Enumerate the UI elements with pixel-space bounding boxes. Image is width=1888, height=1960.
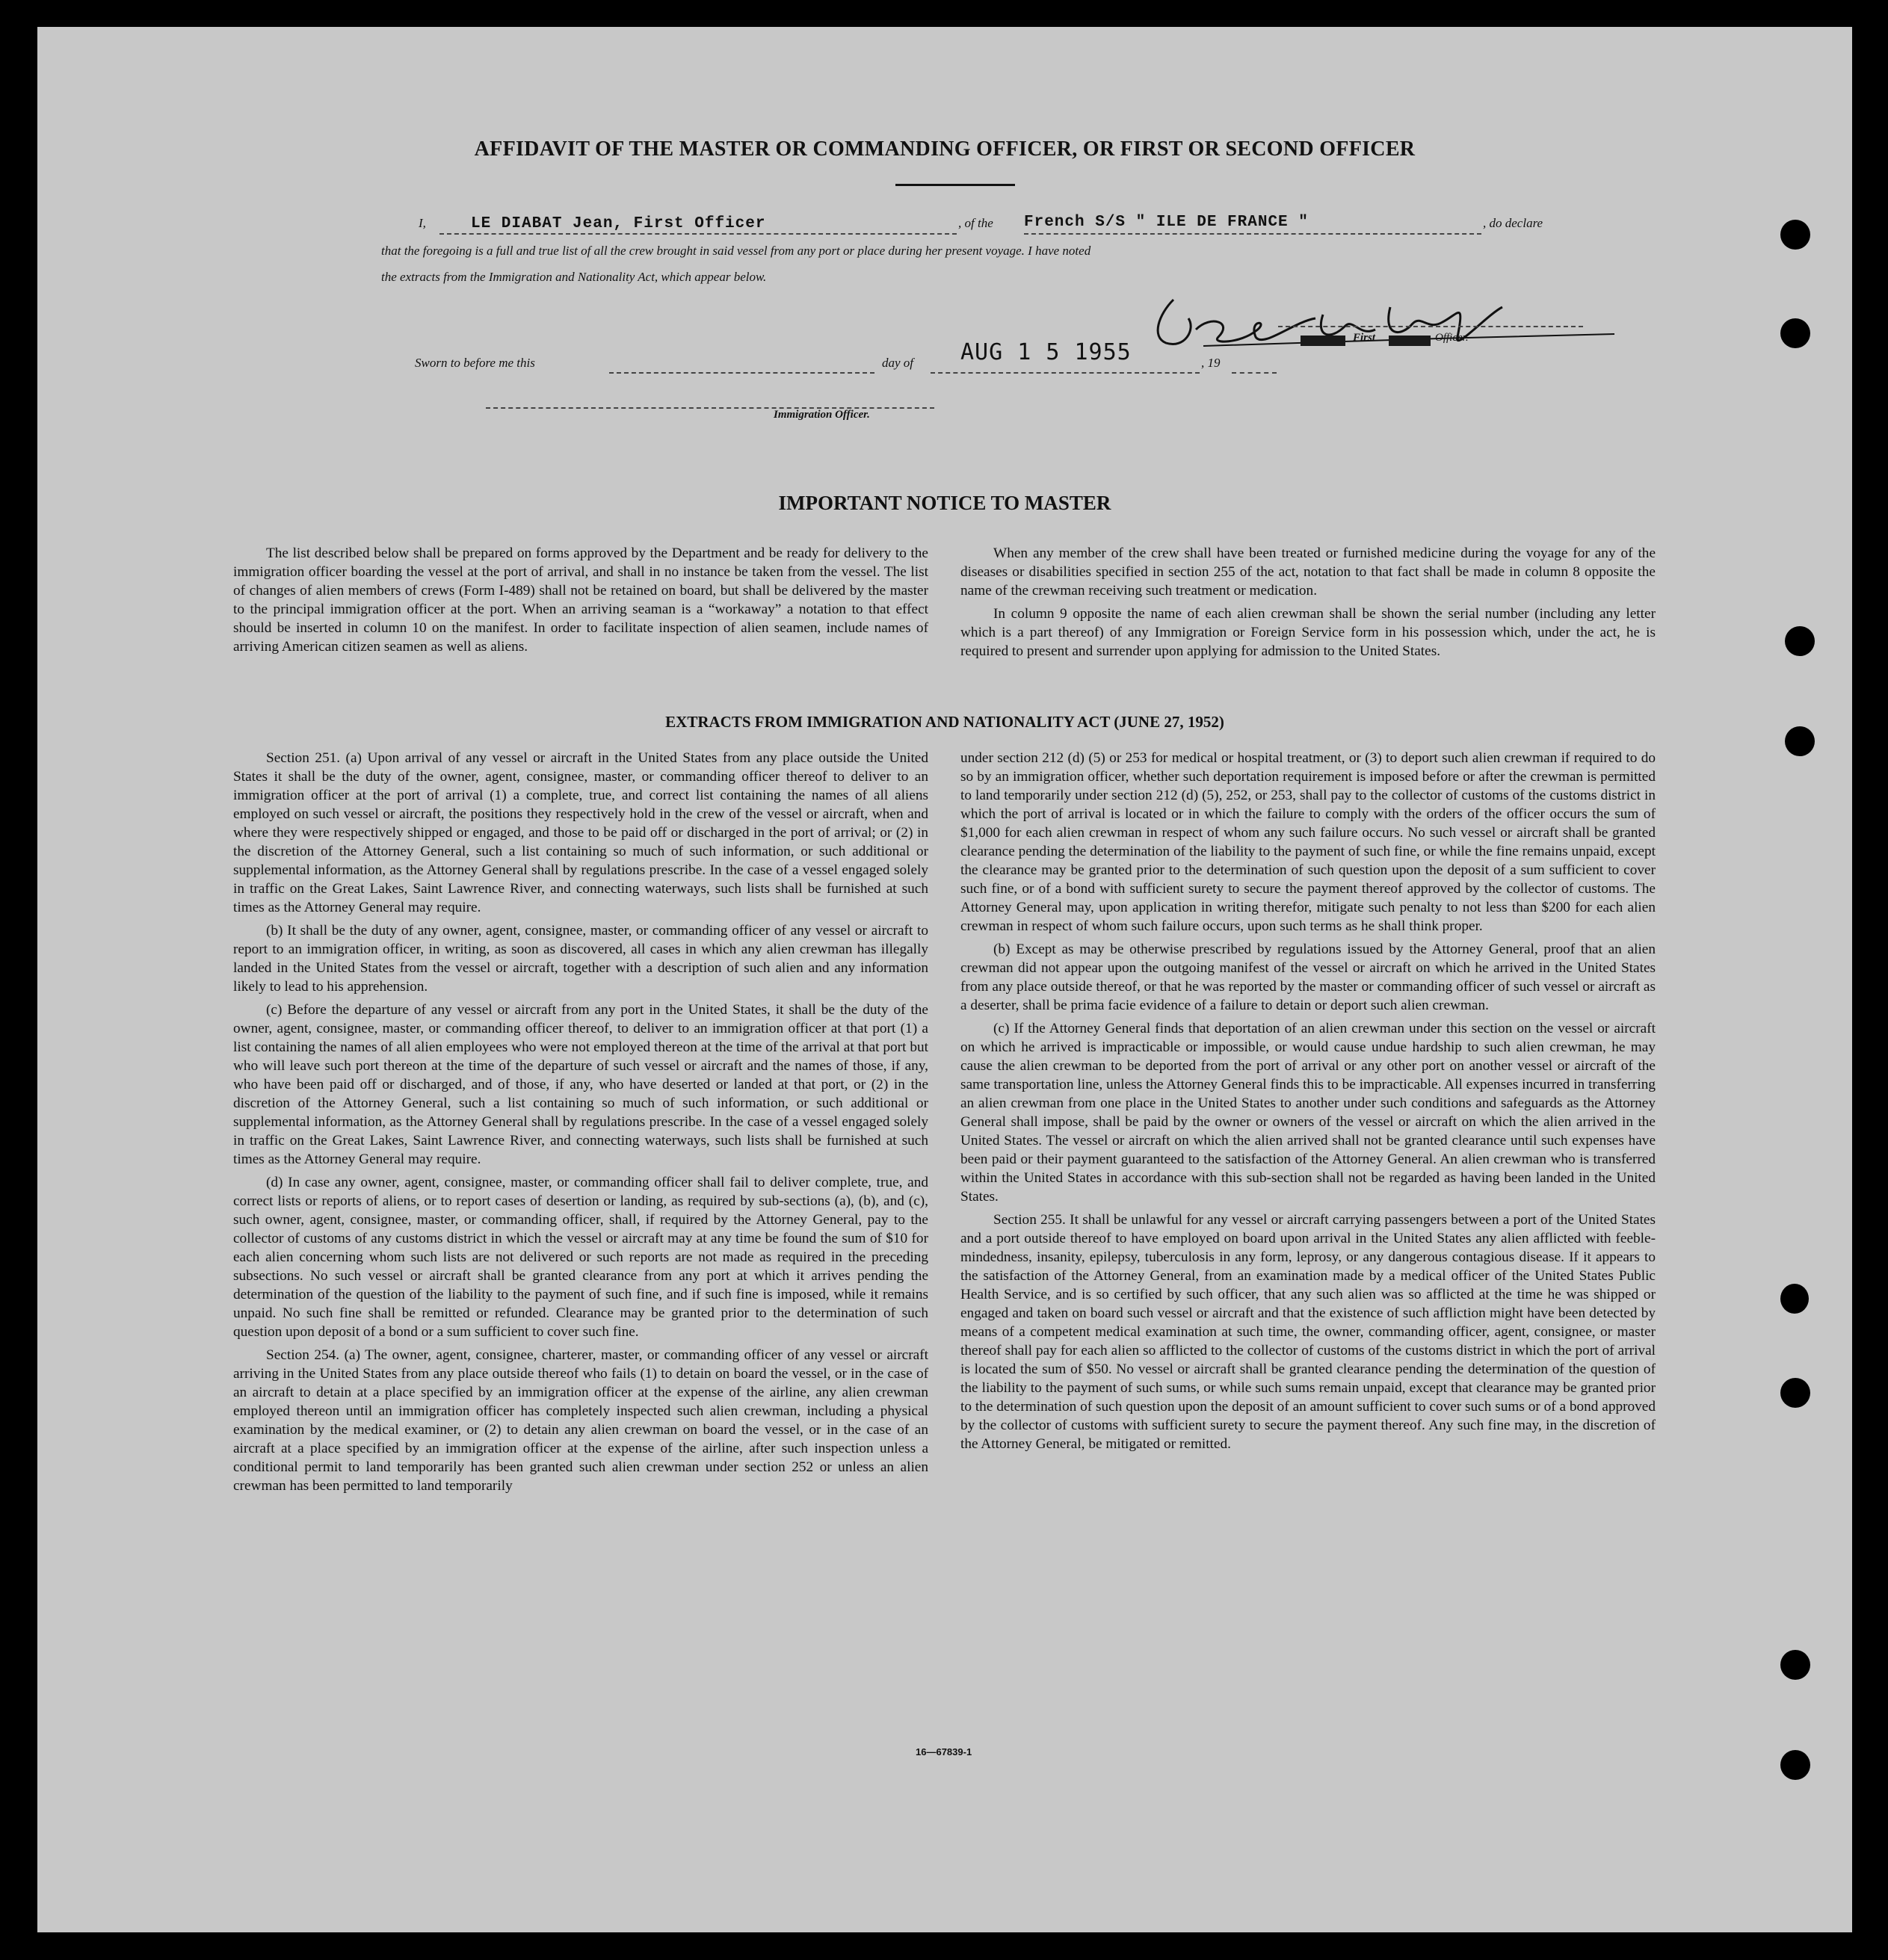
form-number: 16—67839-1 (916, 1746, 972, 1757)
decl-line-3: the extracts from the Immigration and Nationality Act, which appear below. (381, 270, 767, 284)
title-underline (895, 184, 1015, 186)
vessel-underline (1024, 233, 1481, 235)
section-254-a: Section 254. (a) The owner, agent, consignee, charterer, master, or commanding officer of any vessel or aircraft arriving in the United States from any place outside thereof who fails (1) to detain on board the vessel, or in the case of an aircraft to detain at a place specified by an immigration officer at the expense of the airline, any alien crewman employed thereon until an immigration officer has completely inspected such alien crewman, including a physical examination by the medical examiner, or (2) to detain any alien crewman on board the vessel, or in the case of an aircraft at a place specified by an immigration officer at the expense of the airline, after such inspection unless a conditional permit to land temporarily has been granted such alien crewman under section 252 or unless an alien crewman has been permitted to land temporarily (233, 1347, 928, 1494)
notice-right-paragraph-2: In column 9 opposite the name of each alien crewman shall be shown the serial number (including any letter which is a part thereof) of any Immigration or Foreign Service form in his possession which, under the act, he is required to present and surrender upon applying for admission to the United States. (960, 606, 1656, 659)
redaction-mark-2 (1389, 336, 1431, 346)
binder-hole (1780, 1750, 1810, 1780)
notice-left-paragraph: The list described below shall be prepared on forms approved by the Department and be ready for delivery to the immigration officer boarding the vessel at the port of arrival, and shall in no instance be taken from the vessel. The list of changes of alien members of crews (Form I-489) shall not be retained on board, but shall be delivered by the master to the principal immigration officer at the port. When an arriving seaman is a “workaway” a notation to that effect should be inserted in column 10 on the manifest. In order to facilitate inspection of alien seamen, include names of arriving American citizen seamen as well as aliens. (233, 545, 928, 655)
section-251-a: Section 251. (a) Upon arrival of any vessel or aircraft in the United States from any place outside the United States it shall be the duty of the owner, agent, consignee, master, or commanding officer thereof to deliver to an immigration officer at the port of arrival (1) a complete, true, and correct list containing the names of all aliens employed on such vessel or aircraft, the positions they respectively hold in the crew of the vessel or aircraft, when and where they were respectively shipped or engaged, and those to be paid off or discharged in the port of arrival; or (2) in the discretion of the Attorney General, such a list containing so much of such information, or such additional or supplemental information, as the Attorney General shall by regulations prescribe. In the case of a vessel engaged solely in traffic on the Great Lakes, Saint Lawrence River, and connecting waterways, such lists shall be furnished at such times as the Attorney General may require. (233, 750, 928, 915)
section-251-c: (c) Before the departure of any vessel or aircraft from any port in the United States, it shall be the duty of the owner, agent, consignee, master, or commanding officer thereof, to deliver to an immigration officer at that port (1) a list containing the names of all alien employees who were not employed thereon at the time of the arrival at that port but who will leave such port thereon at the time of the departure of such vessel or aircraft and the names of those, if any, who have been paid off or discharged, and of those, if any, who have deserted or landed at that port, or (2) in the discretion of the Attorney General, such a list containing so much of such information, or such additional or supplemental information, as the Attorney General shall by regulations prescribe. In the case of a vessel engaged solely in traffic on the Great Lakes, Saint Lawrence River, and connecting waterways, such lists shall be furnished at such times as the Attorney General may require. (233, 1002, 928, 1167)
extracts-heading: EXTRACTS FROM IMMIGRATION AND NATIONALITY ACT (JUNE 27, 1952) (665, 713, 1224, 731)
notice-left-column (233, 544, 928, 661)
decl-do-declare: , do declare (1483, 216, 1543, 230)
year-underline (1232, 372, 1277, 374)
binder-hole (1785, 726, 1815, 756)
sworn-label: Sworn to before me this (415, 356, 535, 370)
binder-hole (1780, 318, 1810, 348)
extracts-right-column (960, 749, 1656, 1458)
notice-heading: IMPORTANT NOTICE TO MASTER (778, 492, 1111, 514)
sworn-day-underline (609, 372, 874, 374)
binder-hole (1785, 626, 1815, 656)
section-254-a-continued: under section 212 (d) (5) or 253 for medical or hospital treatment, or (3) to deport such alien crewman if required to do so by an immigration officer, whether such deportation requirement is imposed before or after the crewman is permitted to land temporarily under section 212 (d) (5), 252, or 253, shall pay to the collector of customs of the customs district in which the port of arrival is located or in which the failure to comply with the orders of the officer occurs the sum of $1,000 for each alien crewman in respect of whom any such failure occurs. No such vessel or aircraft shall be granted clearance pending the determination of the liability to the payment of such fine, or while the fine remains unpaid, except the clearance may be granted prior to the determination of such question upon the deposit of a sum sufficient to cover such fine, or of a bond with sufficient surety to secure the payment thereof approved by the collector of customs. The Attorney General may, upon application in writing therefor, mitigate such penalty to not less than $200 for each alien crewman in respect of whom such failure occurs, upon such terms as he shall think proper. (960, 750, 1656, 934)
section-254-b: (b) Except as may be otherwise prescribed by regulations issued by the Attorney General, proof that an alien crewman did not appear upon the outgoing manifest of the vessel or aircraft on which he arrived in the United States from any place outside thereof, or that he was reported by the master or commanding officer of such vessel or aircraft as a deserter, shall be prima facie evidence of a failure to detain or deport such alien crewman. (960, 942, 1656, 1013)
officer-caption-officer: Officer. (1435, 332, 1469, 344)
typed-vessel-name: French S/S " ILE DE FRANCE " (1024, 214, 1309, 231)
decl-line-2: that the foregoing is a full and true list of all the crew brought in said vessel from any port or place during her present voyage. I have noted (381, 244, 1091, 258)
date-stamp: AUG 1 5 1955 (960, 339, 1132, 365)
year-prefix: , 19 (1201, 356, 1221, 370)
officer-caption-first: First (1353, 332, 1376, 344)
binder-hole (1780, 1284, 1809, 1314)
name-underline (439, 233, 957, 235)
section-251-d: (d) In case any owner, agent, consignee, master, or commanding officer shall fail to deliver complete, true, and correct lists or reports of aliens, or to report cases of desertion or landing, as required by sub-sections (a), (b), and (c), such owner, agent, consignee, master, or commanding officer, shall, if required by the Attorney General, pay to the collector of customs of any customs district in which the vessel or aircraft may at any time be found the sum of $10 for each alien concerning whom such lists are not delivered or such reports are not made as required in the preceding subsections. No such vessel or aircraft shall be granted clearance from any port at which it arrives pending the determination of the question of the liability to the payment of such fine, and if such fine is imposed, while it remains unpaid. No such fine shall be remitted or refunded. Clearance may be granted prior to the determination of such question upon deposit of a bond or a sum sufficient to cover such fine. (233, 1175, 928, 1340)
section-251-b: (b) It shall be the duty of any owner, agent, consignee, master, or commanding officer of any vessel or aircraft to report to an immigration officer, in writing, as soon as discovered, all cases in which any alien crewman has illegally landed in the United States from the vessel or aircraft, together with a description of such alien and any information likely to lead to his apprehension. (233, 923, 928, 995)
decl-i: I, (419, 216, 426, 230)
document-page (37, 27, 1852, 1932)
extracts-left-column (233, 749, 928, 1500)
signature-line (1278, 326, 1583, 327)
notice-right-column (960, 544, 1656, 665)
affidavit-title: AFFIDAVIT OF THE MASTER OR COMMANDING OFFICER, OR FIRST OR SECOND OFFICER (474, 137, 1416, 161)
section-254-c: (c) If the Attorney General finds that deportation of an alien crewman under this section on the vessel or aircraft on which he arrived is impracticable or impossible, or would cause undue hardship to such alien crewman, he may cause the alien crewman to be deported from the port of arrival or any other port on another vessel or aircraft of the same transportation line, unless the Attorney General finds this to be impracticable. All expenses incurred in transferring an alien crewman from one place in the United States to another under such conditions and safeguards as the Attorney General shall impose, shall be paid by the owner or owners of the vessel or aircraft on which the alien arrived in the United States. The vessel or aircraft on which the alien arrived shall not be granted clearance until such expenses have been paid or their payment guaranteed to the satisfaction of the Attorney General. An alien crewman who is transferred within the United States in accordance with this sub-section shall not be regarded as having been landed in the United States. (960, 1021, 1656, 1205)
binder-hole (1780, 1378, 1810, 1408)
typed-officer-name: LE DIABAT Jean, First Officer (471, 215, 766, 232)
month-underline (931, 372, 1200, 374)
decl-of-the: , of the (958, 216, 993, 230)
binder-hole (1780, 1650, 1810, 1680)
day-of-label: day of (882, 356, 914, 370)
immigration-officer-label: Immigration Officer. (774, 409, 870, 421)
notice-right-paragraph-1: When any member of the crew shall have been treated or furnished medicine during the voyage for any of the diseases or disabilities specified in section 255 of the act, notation to that fact shall be made in column 8 opposite the name of the crewman receiving such treatment or medication. (960, 545, 1656, 599)
binder-hole (1780, 220, 1810, 250)
section-255: Section 255. It shall be unlawful for any vessel or aircraft carrying passengers between a port of the United States and a port outside thereof to have employed on board upon arrival in the United States any alien afflicted with feeble-mindedness, insanity, epilepsy, tuberculosis in any form, leprosy, or any dangerous contagious disease. If it appears to the satisfaction of the Attorney General, from an examination made by a medical officer of the United States Public Health Service, and is so certified by such officer, that any such alien was so afflicted at the time he was shipped or engaged and taken on board such vessel or aircraft and that the existence of such affliction might have been detected by means of a competent medical examination at such time, the owner, commanding officer, agent, consignee, or master thereof shall pay for each alien so afflicted to the collector of customs of the customs district in which the port of arrival is located the sum of $50. No vessel or aircraft shall be granted clearance pending the determination of the question of the liability to the payment of such sums, or while such sums remain unpaid, except that clearance may be granted prior to the determination of such question upon the deposit of an amount sufficient to cover such sums or of a bond approved by the collector of customs with sufficient surety to secure the payment thereof. Any such fine may, in the discretion of the Attorney General, be mitigated or remitted. (960, 1212, 1656, 1452)
redaction-mark (1301, 336, 1345, 346)
